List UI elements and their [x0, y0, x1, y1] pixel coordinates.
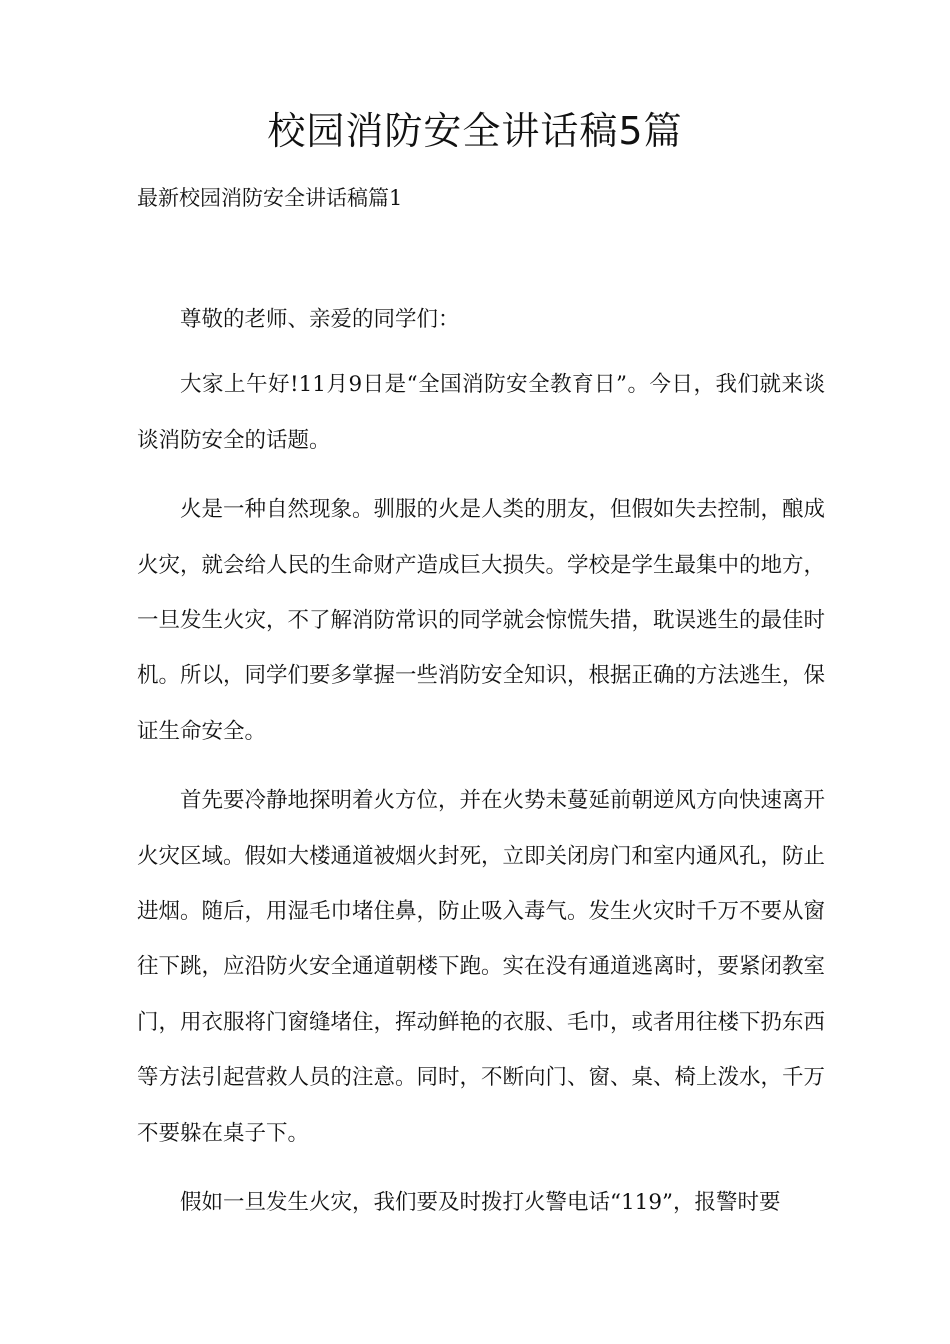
- document-body: [137, 292, 825, 1245]
- document-title: 校园消防安全讲话稿5篇: [267, 109, 683, 153]
- paragraph-escape-methods: 首先要冷静地探明着火方位，并在火势未蔓延前朝逆风方向快速离开火灾区域。假如大楼通道被烟火封死，立即关闭房门和室内通风孔，防止进烟。随后，用湿毛巾堵住鼻，防止吸入毒气。发生火灾时千万不要从窗往下跳，应沿防火安全通道朝楼下跑。实在没有通道逃离时，要紧闭教室门，用衣服将门窗缝堵住，挥动鲜艳的衣服、毛巾，或者用往楼下扔东西等方法引起营救人员的注意。同时，不断向门、窗、桌、椅上泼水，千万不要躲在桌子下。: [137, 788, 826, 1146]
- document-subtitle: 最新校园消防安全讲话稿篇1: [137, 186, 403, 210]
- paragraph-fire-nature: 火是一种自然现象。驯服的火是人类的朋友，但假如失去控制，酿成火灾，就会给人民的生命财产造成巨大损失。学校是学生最集中的地方，一旦发生火灾，不了解消防常识的同学就会惊慌失措，耽误逃生的最佳时机。所以，同学们要多掌握一些消防安全知识，根据正确的方法逃生，保证生命安全。: [137, 497, 826, 744]
- paragraph-call-119: 假如一旦发生火灾，我们要及时拨打火警电话“119”，报警时要: [180, 1190, 781, 1216]
- paragraph-salutation: 尊敬的老师、亲爱的同学们：: [180, 307, 460, 332]
- paragraph-greeting: 大家上午好!11月9日是“全国消防安全教育日”。今日，我们就来谈谈消防安全的话题。: [137, 372, 825, 453]
